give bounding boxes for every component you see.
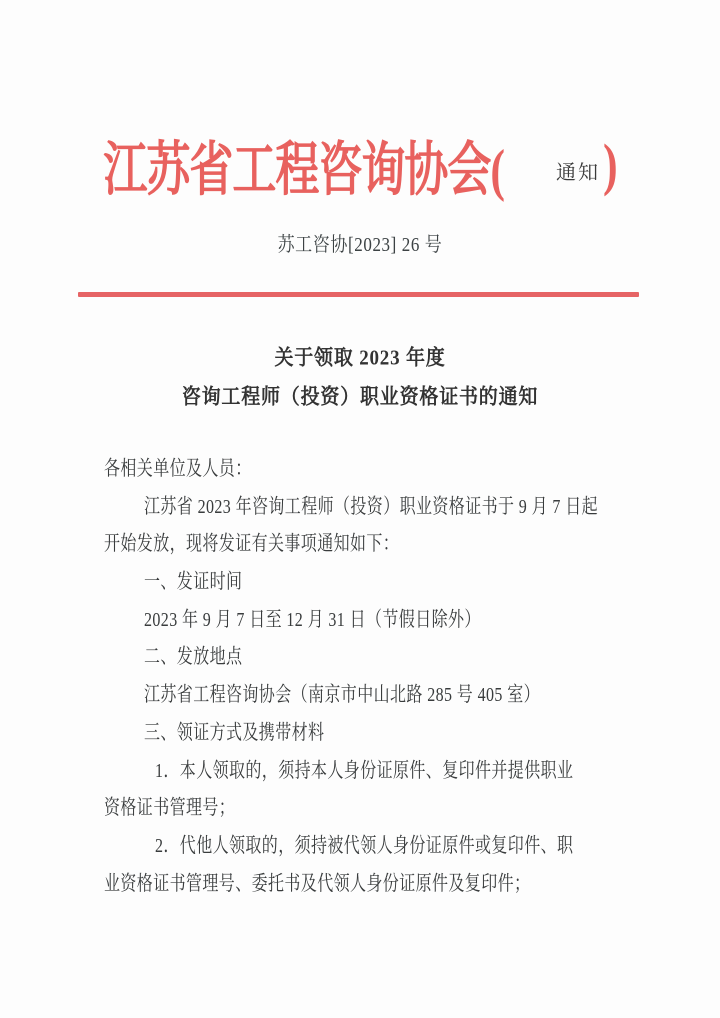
red-divider-line (78, 292, 639, 297)
letterhead-notice-label: 通知 (556, 161, 600, 184)
notice-title (0, 339, 720, 417)
section-1-heading: 一、发证时间 (144, 571, 243, 594)
notice-body (104, 451, 620, 903)
item-2-line-2: 业资格证书管理号、委托书及代领人身份证原件及复印件； (104, 873, 531, 895)
item-1-line-1: 1．本人领取的，须持本人身份证原件、复印件并提供职业 (155, 760, 574, 782)
section-2-heading: 二、发放地点 (144, 646, 243, 669)
section-3-heading: 三、领证方式及携带材料 (144, 722, 325, 745)
item-1-line-2: 资格证书管理号； (104, 797, 236, 820)
item-2-line-1: 2．代他人领取的，须持被代领人身份证原件或复印件、职 (155, 835, 574, 858)
intro-line-2: 开始发放，现将发证有关事项通知如下： (104, 533, 400, 556)
salutation-line: 各相关单位及人员： (104, 458, 252, 481)
letterhead-close-paren: ) (603, 131, 617, 197)
document-number: 苏工咨协[2023] 26 号 (277, 233, 443, 256)
section-2-content: 江苏省工程咨询协会（南京市中山北路 285 号 405 室） (144, 684, 541, 707)
section-1-content: 2023 年 9 月 7 日至 12 月 31 日（节假日除外） (144, 609, 481, 632)
notice-title-line-1: 关于领取 2023 年度 (274, 346, 446, 371)
document-letterhead (0, 122, 720, 206)
intro-line-1: 江苏省 2023 年咨询工程师（投资）职业资格证书于 9 月 7 日起 (144, 496, 599, 518)
org-name-text: 江苏省工程咨询协会( (103, 137, 504, 203)
notice-title-line-2: 咨询工程师（投资）职业资格证书的通知 (181, 385, 539, 410)
